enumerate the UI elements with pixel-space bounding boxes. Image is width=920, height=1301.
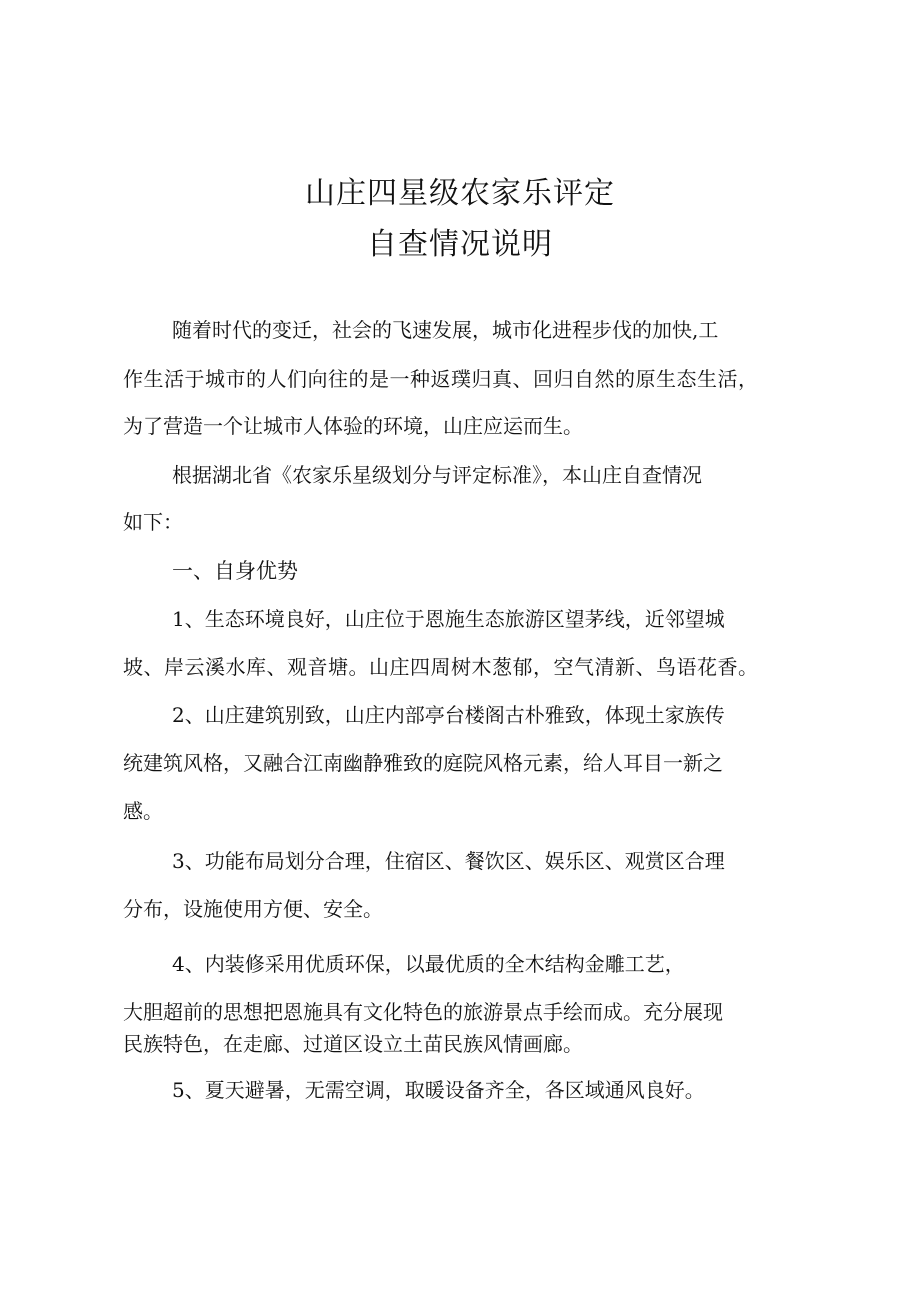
basis-line-1: 根据湖北省《农家乐星级划分与评定标准》，本山庄自查情况 (172, 463, 702, 487)
item-2-line-2: 统建筑风格，又融合江南幽静雅致的庭院风格元素，给人耳目一新之 (123, 751, 723, 775)
section-heading: 一、自身优势 (172, 559, 298, 583)
item-4-line-2: 大胆超前的思想把恩施具有文化特色的旅游景点手绘而成。充分展现 (123, 1000, 723, 1024)
intro-line-2: 作生活于城市的人们向往的是一种返璞归真、回归自然的原生态生活， (123, 367, 759, 391)
basis-line-2: 如下： (123, 510, 183, 534)
intro-line-1: 随着时代的变迁，社会的飞速发展，城市化进程步伐的加快,工 (172, 318, 719, 342)
intro-line-3: 为了营造一个让城市人体验的环境，山庄应运而生。 (123, 414, 583, 438)
item-4-line-3: 民族特色，在走廊、过道区设立土苗民族风情画廊。 (123, 1032, 583, 1056)
item-5-line-1: 5、夏天避暑，无需空调，取暖设备齐全，各区域通风良好。 (172, 1078, 705, 1102)
item-3-line-2: 分布，设施使用方便、安全。 (123, 897, 383, 921)
document-subtitle: 自查情况说明 (367, 227, 553, 262)
item-1-line-2: 坡、岸云溪水库、观音塘。山庄四周树木葱郁，空气清新、鸟语花香。 (123, 655, 759, 679)
item-2-line-1: 2、山庄建筑别致，山庄内部亭台楼阁古朴雅致，体现土家族传 (172, 703, 725, 727)
item-4-line-1: 4、内装修采用优质环保，以最优质的全木结构金雕工艺， (172, 952, 685, 976)
item-2-line-3: 感。 (123, 799, 163, 823)
item-3-line-1: 3、功能布局划分合理，住宿区、餐饮区、娱乐区、观赏区合理 (172, 849, 725, 873)
document-title: 山庄四星级农家乐评定 (305, 176, 615, 211)
item-1-line-1: 1、生态环境良好，山庄位于恩施生态旅游区望茅线，近邻望城 (172, 607, 725, 631)
